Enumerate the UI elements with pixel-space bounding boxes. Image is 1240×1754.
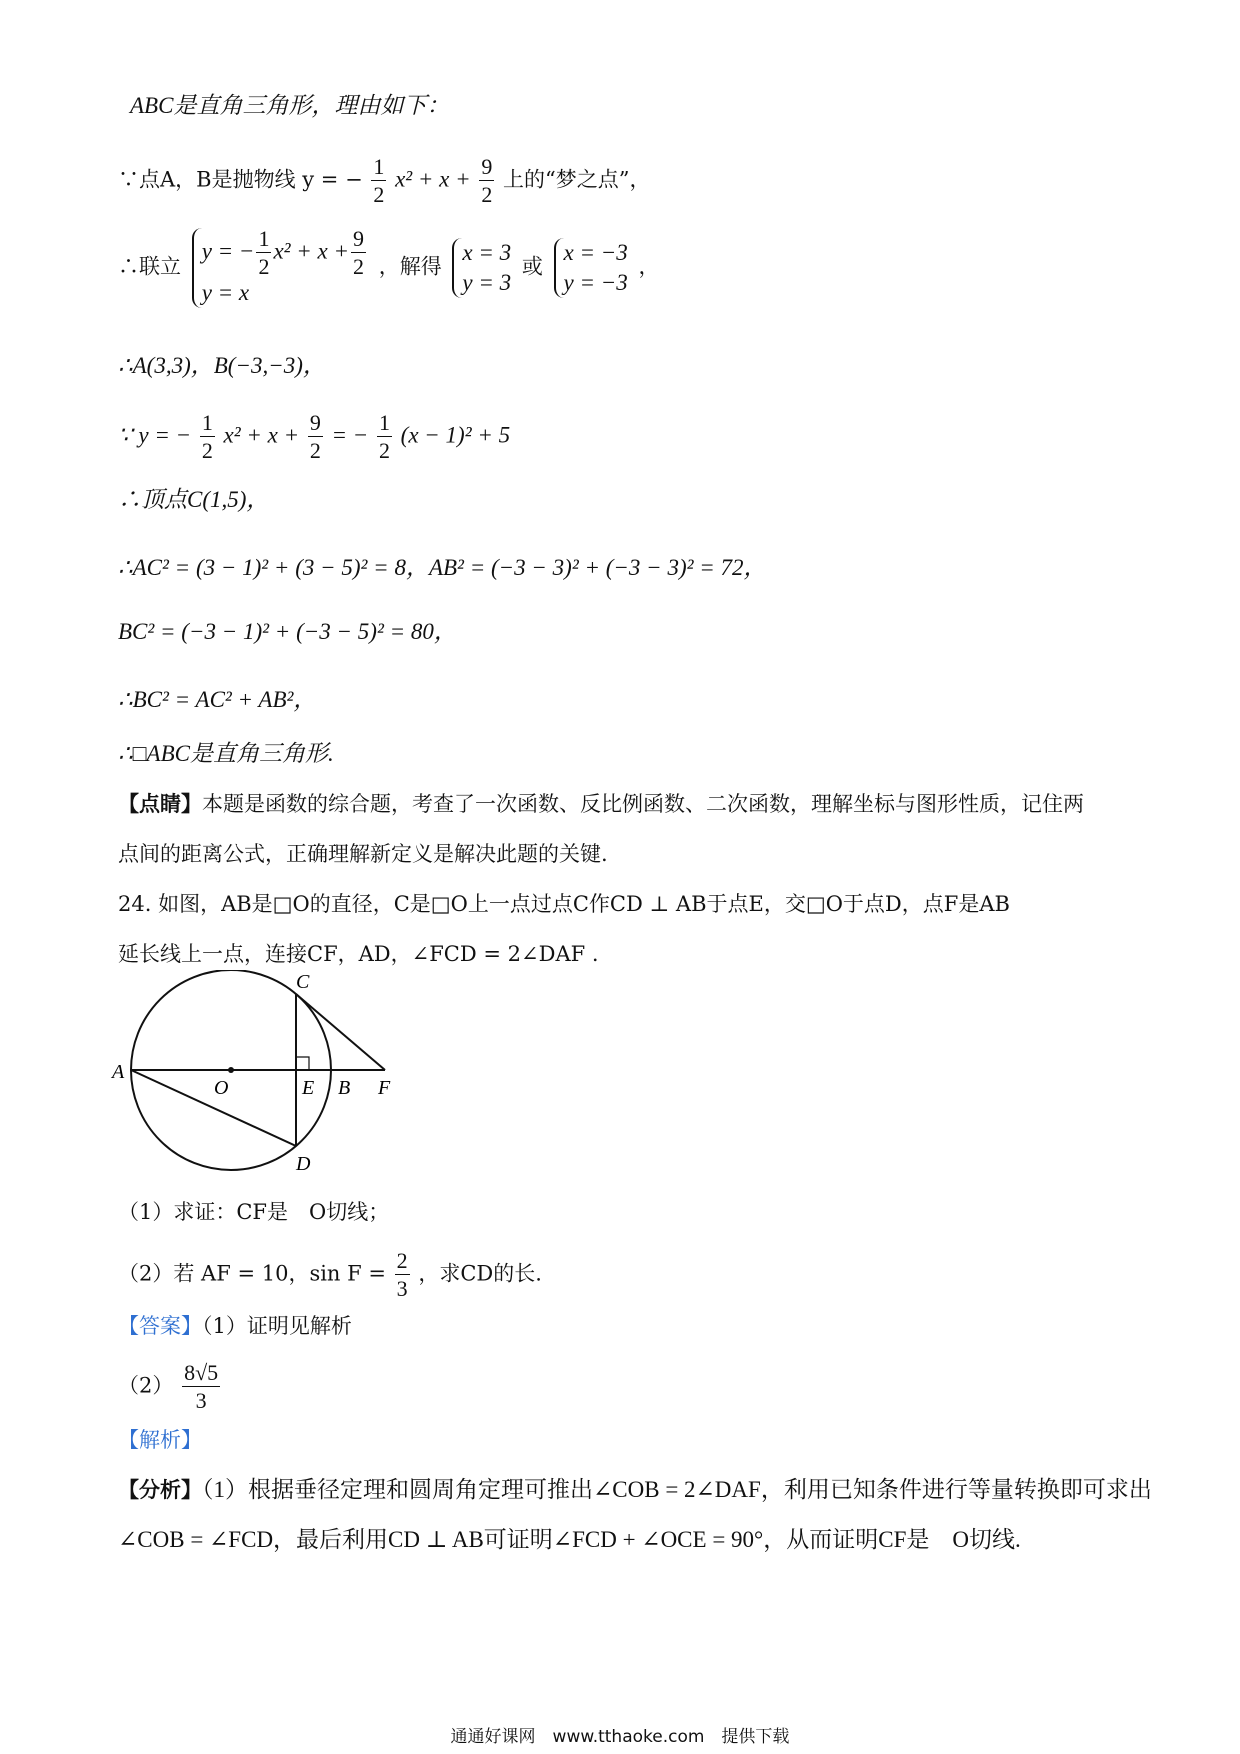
fraction: $\frac{9}{2}$ — [309, 410, 321, 463]
text-line: ∴AC² = (3 − 1)² + (3 − 5)² = 8，AB² = (−3 − 3)² + (−3 − 3)² = 72， — [118, 555, 767, 580]
label-e: E — [302, 1077, 315, 1099]
text-line: ∵点A，B是抛物线 y = − $\frac{1}{2}$ x² + x + $\frac{9}{2}$ 上的“梦之点”， — [118, 154, 651, 207]
question-24: 24. 如图，AB是□O的直径，C是□O上一点过点C作CD ⊥ AB于点E，交□O于点D，点F是AB — [118, 892, 1010, 916]
right-angle-mark — [296, 1057, 309, 1070]
fraction: $\frac{1}{2}$ — [373, 154, 385, 207]
geometry-figure — [110, 970, 410, 1190]
text-line: ∴A(3,3)，B(−3,−3)， — [118, 353, 326, 378]
text-line: BC² = (−3 − 1)² + (−3 − 5)² = 80， — [118, 619, 457, 644]
answer: 【答案】（1）证明见解析 — [118, 1314, 352, 1338]
text-line: ABC是直角三角形，理由如下： — [130, 93, 450, 118]
fraction: $\frac{1}{2}$ — [201, 410, 213, 463]
text-line: 延长线上一点，连接CF，AD，∠FCD = 2∠DAF . — [118, 942, 599, 966]
footer: 通通好课网 www.tthaoke.com 提供下载 — [450, 1727, 790, 1747]
equation-system: y = − $\frac{1}{2}$ x² + x + $\frac{9}{2}$ y = x — [192, 228, 368, 308]
label-b: B — [338, 1077, 351, 1099]
fraction: $\frac{8√5}{3}$ — [184, 1360, 219, 1413]
fraction: $\frac{1}{2}$ — [378, 410, 390, 463]
analysis-line: 【分析】（1）根据垂径定理和圆周角定理可推出∠COB = 2∠DAF，利用已知条件进行等量转换即可求出 — [118, 1477, 1152, 1502]
jiexi-heading: 【解析】 — [118, 1428, 202, 1452]
sub-question-1: （1）求证：CF是 O切线； — [118, 1200, 390, 1224]
fraction: $\frac{9}{2}$ — [481, 154, 493, 207]
text-line: ∴联立 y = − $\frac{1}{2}$ x² + x + $\frac{9}{2}$ y = x ，解得 x = 3 y = 3 或 x = −3 y = −3 ， — [118, 228, 659, 308]
text-line: 【点睛】本题是函数的综合题，考查了一次函数、反比例函数、二次函数，理解坐标与图形性质，记住两 — [118, 791, 1084, 816]
solution-1: x = 3 y = 3 — [452, 238, 511, 298]
label-a: A — [112, 1061, 125, 1083]
label-o: O — [214, 1077, 229, 1099]
label-f: F — [378, 1077, 391, 1099]
sub-question-2: （2）若 AF = 10，sin F = $\frac{2}{3}$ ，求CD的长. — [118, 1248, 542, 1301]
text-line: ∴□ABC是直角三角形. — [118, 741, 334, 766]
analysis-line: ∠COB = ∠FCD，最后利用CD ⊥ AB可证明∠FCD + ∠OCE = 90°，从而证明CF是 O切线. — [118, 1527, 1021, 1552]
fraction: $\frac{2}{3}$ — [396, 1248, 408, 1301]
answer-2: （2） $\frac{8√5}{3}$ — [118, 1360, 219, 1413]
text-line: ∴顶点C(1,5)， — [118, 487, 270, 512]
solution-2: x = −3 y = −3 — [554, 238, 628, 298]
text-line: ∵ y = − $\frac{1}{2}$ x² + x + $\frac{9}{2}$ = − $\frac{1}{2}$ (x − 1)² + 5 — [118, 410, 511, 463]
label-c: C — [296, 971, 310, 993]
center-dot — [228, 1067, 234, 1073]
text-line: 点间的距离公式，正确理解新定义是解决此题的关键. — [118, 842, 608, 866]
text-line: ∴BC² = AC² + AB²， — [118, 687, 317, 712]
label-d: D — [296, 1153, 311, 1175]
